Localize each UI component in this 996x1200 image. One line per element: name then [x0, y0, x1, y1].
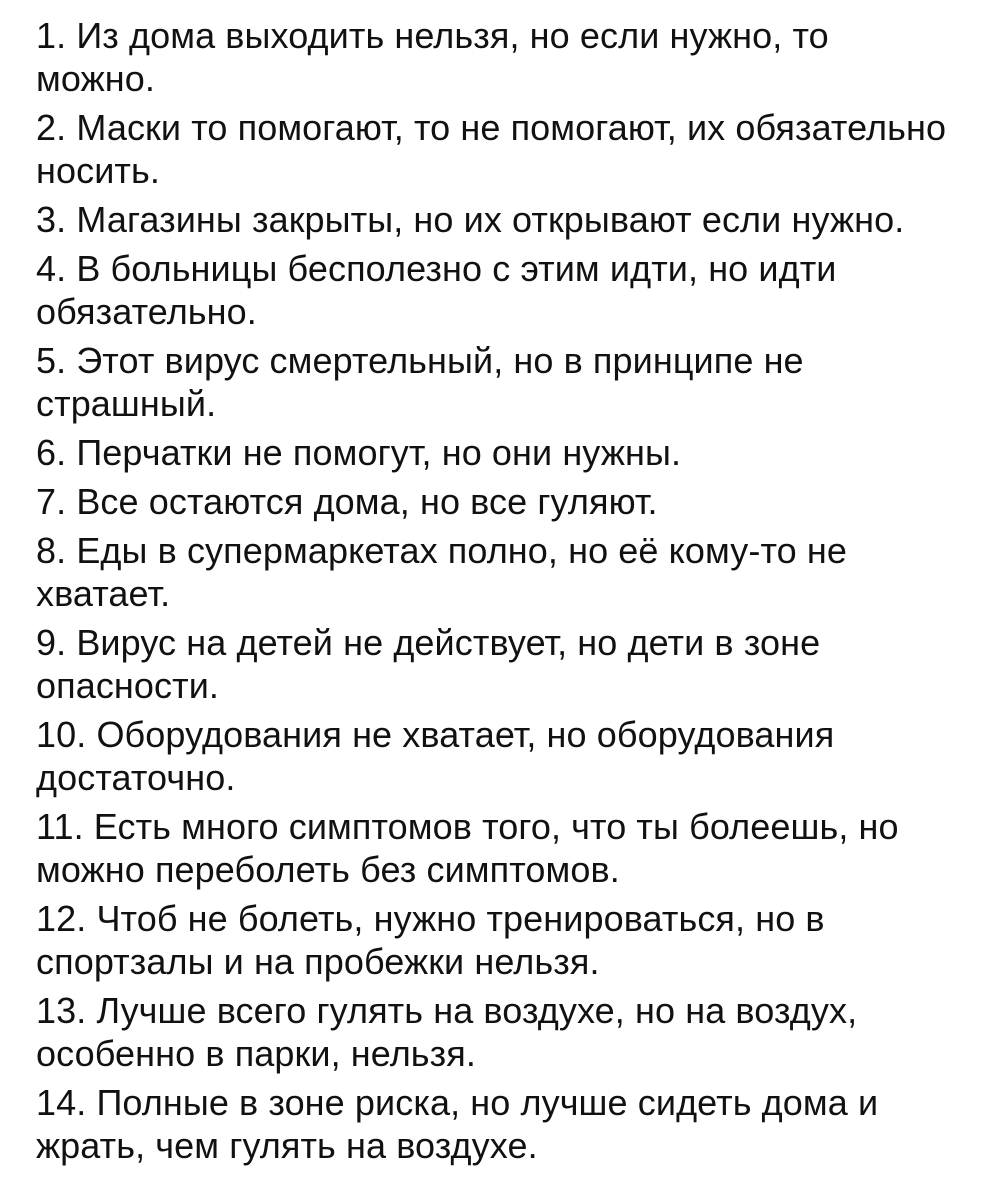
list-item-8: 8. Еды в супермаркетах полно, но её кому-то не хватает. — [36, 530, 847, 614]
list-item-13: 13. Лучше всего гулять на воздухе, но на воздух, особенно в парки, нельзя. — [36, 990, 858, 1074]
list-item-3: 3. Магазины закрыты, но их открывают если нужно. — [36, 199, 905, 240]
list-item-2: 2. Маски то помогают, то не помогают, их обязательно носить. — [36, 107, 947, 191]
list-item-10: 10. Оборудования не хватает, но оборудования достаточно. — [36, 714, 835, 798]
list-item-9: 9. Вирус на детей не действует, но дети в зоне опасности. — [36, 622, 821, 706]
list-item-4: 4. В больницы бесполезно с этим идти, но идти обязательно. — [36, 248, 837, 332]
list-item-5: 5. Этот вирус смертельный, но в принципе не страшный. — [36, 340, 804, 424]
list-item-1: 1. Из дома выходить нельзя, но если нужно, то можно. — [36, 15, 829, 99]
list-item-14: 14. Полные в зоне риска, но лучше сидеть дома и жрать, чем гулять на воздухе. — [36, 1082, 879, 1166]
list-item-11: 11. Есть много симптомов того, что ты болеешь, но можно переболеть без симптомов. — [36, 806, 899, 890]
text-list — [36, 14, 956, 1173]
list-item-7: 7. Все остаются дома, но все гуляют. — [36, 481, 658, 522]
list-item-12: 12. Чтоб не болеть, нужно тренироваться, но в спортзалы и на пробежки нельзя. — [36, 898, 825, 982]
list-item-6: 6. Перчатки не помогут, но они нужны. — [36, 432, 682, 473]
